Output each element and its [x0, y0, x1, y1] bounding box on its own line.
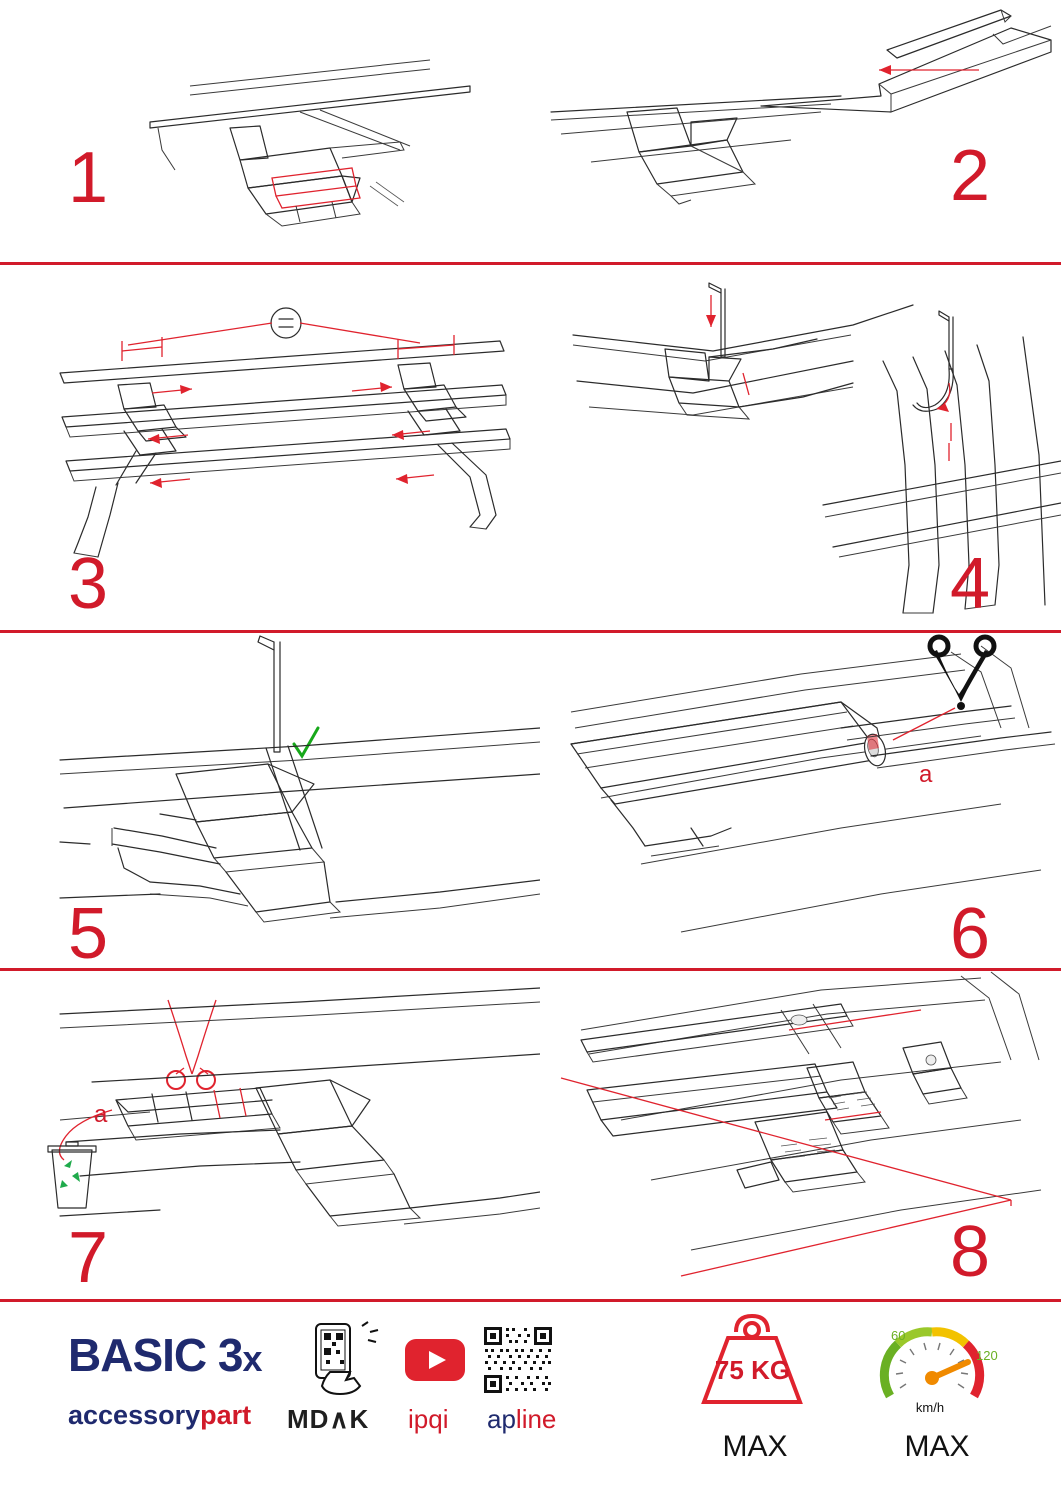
logo-ipqi: ipqi: [408, 1404, 449, 1434]
product-name: [68, 1328, 262, 1382]
qr-code-icon[interactable]: [482, 1325, 554, 1395]
speed-gauge-min-tick: 60: [891, 1328, 906, 1343]
weight-limit-value: 75 KG: [714, 1355, 791, 1385]
product-name-text: BASIC 3: [68, 1329, 243, 1381]
step-number-1: 1: [68, 138, 109, 218]
step-1-illustration: [0, 0, 530, 262]
svg-text:a: a: [919, 761, 933, 788]
step-number-8: 8: [950, 1212, 991, 1292]
youtube-play-icon[interactable]: [404, 1338, 466, 1382]
phone-scan-qr-icon: [310, 1320, 388, 1396]
speed-limit-label: MAX: [904, 1430, 970, 1463]
speed-unit-label: km/h: [915, 1400, 945, 1415]
product-name-suffix: x: [242, 1338, 262, 1379]
step-number-6: 6: [950, 894, 991, 974]
svg-text:a: a: [94, 1101, 108, 1128]
speed-gauge-max-tick: 120: [976, 1348, 998, 1363]
logo-mdak: [287, 1404, 369, 1435]
weight-limit-label: MAX: [722, 1430, 788, 1463]
brand-secondary: part: [200, 1400, 252, 1430]
logo-mdak-part-b: K: [349, 1404, 370, 1434]
logo-apline: [487, 1404, 556, 1435]
logo-apline-part-b: line: [515, 1404, 557, 1434]
footer: [0, 1300, 1061, 1500]
step-number-3: 3: [68, 544, 109, 624]
step-number-5: 5: [68, 894, 109, 974]
logo-mdak-part-v: ∧: [329, 1404, 350, 1434]
logo-apline-part-a: ap: [487, 1404, 516, 1434]
step-number-2: 2: [950, 136, 991, 216]
brand-logo: [68, 1400, 251, 1431]
logo-mdak-part-a: MD: [287, 1404, 330, 1434]
brand-primary: accessory: [68, 1400, 201, 1430]
step-number-7: 7: [68, 1218, 109, 1298]
step-2-illustration: [531, 0, 1061, 262]
step-number-4: 4: [950, 544, 991, 624]
